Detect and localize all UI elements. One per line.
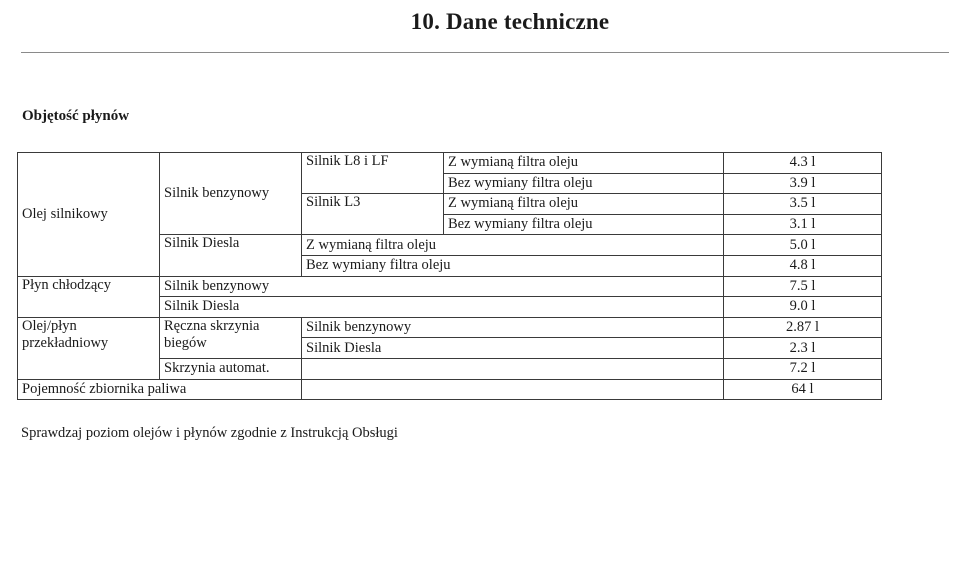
oil-l8lf-without-filter-value: 3.9 l [724, 173, 882, 194]
automatic-gearbox-blank [302, 358, 724, 379]
coolant-petrol-label: Silnik benzynowy [160, 276, 724, 297]
table-row [18, 153, 882, 174]
engine-l3-label: Silnik L3 [302, 194, 444, 235]
automatic-gearbox-label: Skrzynia automat. [160, 358, 302, 379]
oil-l3-with-filter-value: 3.5 l [724, 194, 882, 215]
gear-oil-label: Olej/płyn przekładniowy [18, 317, 160, 379]
oil-diesel-with-filter-value: 5.0 l [724, 235, 882, 256]
with-filter-label: Z wymianą filtra oleju [302, 235, 724, 256]
manual-gearbox-label: Ręczna skrzynia biegów [160, 317, 302, 358]
fuel-tank-blank [302, 379, 724, 400]
page-title: 10. Dane techniczne [410, 9, 610, 34]
table-row [18, 379, 882, 400]
without-filter-label: Bez wymiany filtra oleju [444, 214, 724, 235]
engine-oil-diesel-label: Silnik Diesla [160, 235, 302, 276]
table-row [18, 276, 882, 297]
engine-oil-label: Olej silnikowy [18, 153, 160, 277]
oil-diesel-without-filter-value: 4.8 l [724, 255, 882, 276]
gear-petrol-label: Silnik benzynowy [302, 317, 724, 338]
coolant-diesel-value: 9.0 l [724, 297, 882, 318]
table-row [18, 317, 882, 338]
oil-l3-without-filter-value: 3.1 l [724, 214, 882, 235]
with-filter-label: Z wymianą filtra oleju [444, 153, 724, 174]
section-heading: Objętość płynów [22, 108, 130, 124]
gear-petrol-value: 2.87 l [724, 317, 882, 338]
gear-diesel-value: 2.3 l [724, 338, 882, 359]
fluid-capacity-table [17, 152, 882, 400]
fuel-tank-label: Pojemność zbiornika paliwa [18, 379, 302, 400]
title-divider [21, 52, 949, 53]
oil-l8lf-with-filter-value: 4.3 l [724, 153, 882, 174]
footnote: Sprawdzaj poziom olejów i płynów zgodnie z Instrukcją Obsługi [21, 425, 398, 441]
automatic-gearbox-value: 7.2 l [724, 358, 882, 379]
coolant-label: Płyn chłodzący [18, 276, 160, 317]
with-filter-label: Z wymianą filtra oleju [444, 194, 724, 215]
without-filter-label: Bez wymiany filtra oleju [302, 255, 724, 276]
engine-l8lf-label: Silnik L8 i LF [302, 153, 444, 194]
gear-diesel-label: Silnik Diesla [302, 338, 724, 359]
fuel-tank-value: 64 l [724, 379, 882, 400]
engine-oil-petrol-label: Silnik benzynowy [160, 153, 302, 235]
coolant-diesel-label: Silnik Diesla [160, 297, 724, 318]
coolant-petrol-value: 7.5 l [724, 276, 882, 297]
without-filter-label: Bez wymiany filtra oleju [444, 173, 724, 194]
